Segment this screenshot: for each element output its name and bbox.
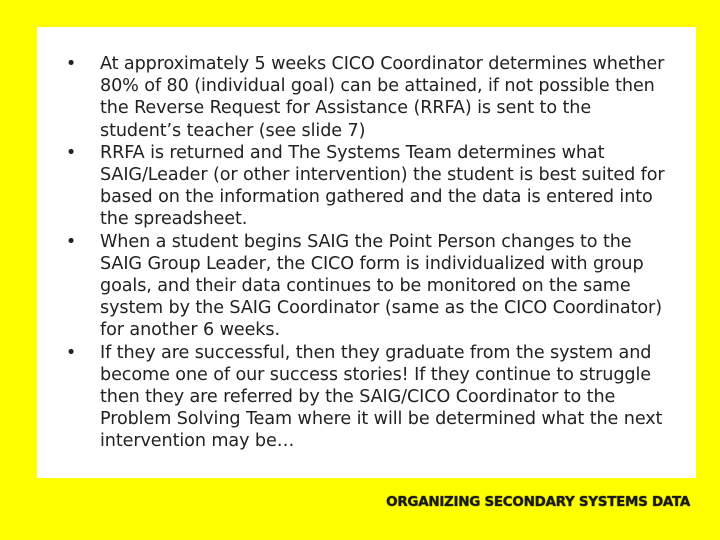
slide-footer-title: ORGANIZING SECONDARY SYSTEMS DATA [386,494,690,510]
bullet-dot-icon: • [65,231,77,252]
bullet-text: When a student begins SAIG the Point Person changes to the SAIG Group Leader, the CICO form is individualized with group goals, and their data continues to be monitored on the same system by the SAIG Coordinator (same as the CICO Coordinator) for another 6 weeks. [100,231,662,341]
bullet-item [64,142,669,231]
bullet-item [64,53,669,142]
bullet-item [64,342,669,453]
bullet-dot-icon: • [65,142,77,163]
bullet-dot-icon: • [65,54,77,74]
bullet-text: At approximately 5 weeks CICO Coordinator determines whether 80% of 80 (individual goal) can be attained, if not possible then the Reverse Request for Assistance (RRFA) is sent to the student’s teacher (see slide 7) [100,54,665,141]
bullet-dot-icon: • [65,342,77,363]
bullet-text: RRFA is returned and The Systems Team determines what SAIG/Leader (or other intervention) the student is best suited for based on the information gathered and the data is entered into the spreadsheet. [100,142,665,230]
bullet-text: If they are successful, then they graduate from the system and become one of our success stories! If they continue to struggle then they are referred by the SAIG/CICO Coordinator to the Problem Solving Team where it will be determined what the next intervention may be… [100,342,663,452]
bullet-item [64,231,669,342]
bullet-list [64,53,669,453]
